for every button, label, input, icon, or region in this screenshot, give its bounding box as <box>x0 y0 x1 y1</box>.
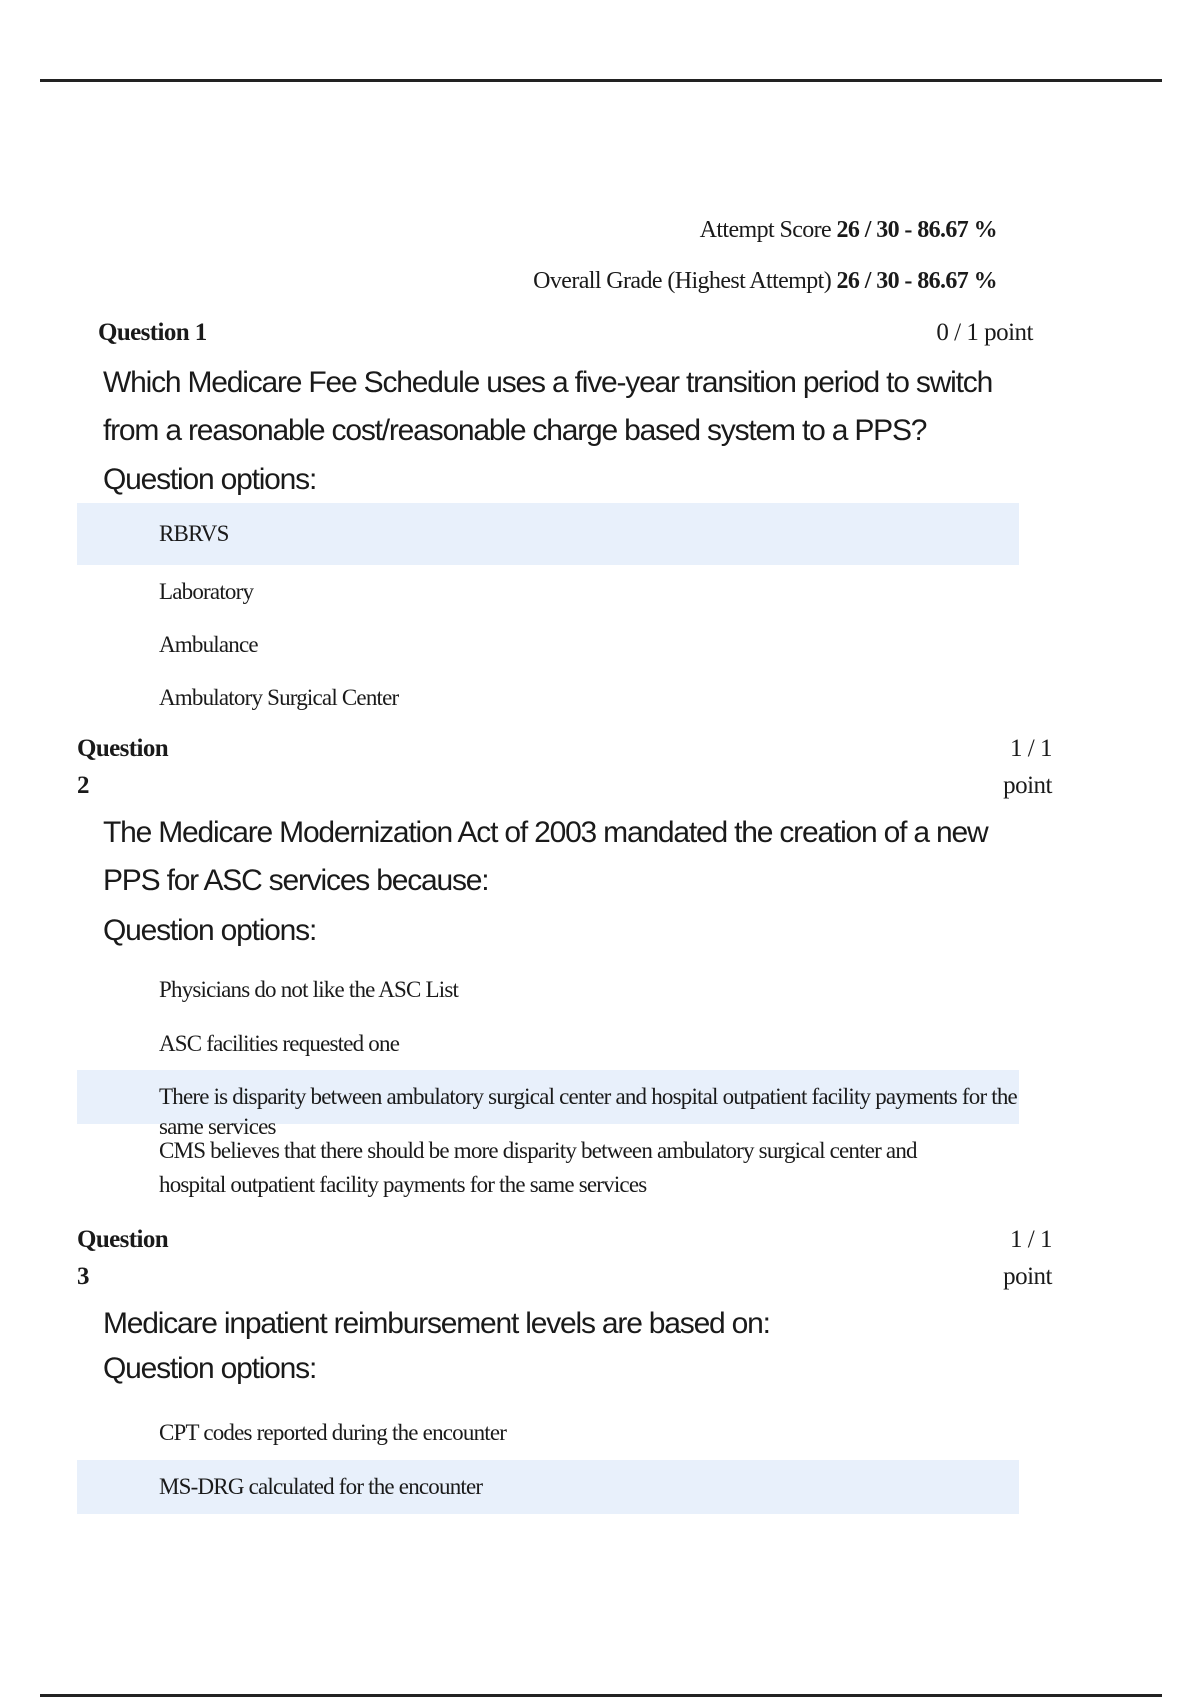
question-1-options-heading: Question options: <box>103 463 317 496</box>
overall-grade-value: 26 / 30 - 86.67 % <box>836 268 997 294</box>
question-2-option-3[interactable]: There is disparity between ambulatory surgical center and hospital outpatient facility payments for the same services <box>77 1070 1019 1124</box>
question-3-points <box>1003 1221 1052 1295</box>
question-3-text: Medicare inpatient reimbursement levels are based on: <box>103 1307 770 1340</box>
overall-grade <box>533 268 997 295</box>
question-2-option-2[interactable]: ASC facilities requested one <box>159 1031 400 1056</box>
question-2-points <box>1003 730 1052 804</box>
question-3-options-heading: Question options: <box>103 1352 317 1385</box>
attempt-score-value: 26 / 30 - 86.67 % <box>836 217 997 243</box>
question-3-number: 3 <box>77 1263 90 1290</box>
question-3-points-value: 1 / 1 <box>1010 1226 1052 1253</box>
bottom-divider <box>40 1694 1162 1697</box>
question-1-option-3[interactable]: Ambulance <box>159 632 258 657</box>
top-divider <box>40 79 1162 82</box>
question-2-text: The Medicare Modernization Act of 2003 mandated the creation of a new PPS for ASC services because: <box>103 816 988 897</box>
question-3-points-unit: point <box>1003 1263 1052 1290</box>
question-1-option-4[interactable]: Ambulatory Surgical Center <box>159 685 399 710</box>
overall-grade-label: Overall Grade (Highest Attempt) <box>533 268 832 294</box>
question-3-option-2[interactable]: MS-DRG calculated for the encounter <box>77 1460 1019 1514</box>
question-1-points: 0 / 1 point <box>936 319 1033 346</box>
attempt-score <box>700 217 997 244</box>
question-1-option-2[interactable]: Laboratory <box>159 579 254 604</box>
question-2-label: Question <box>77 735 169 762</box>
question-2-options-heading: Question options: <box>103 914 317 947</box>
question-2-option-1[interactable]: Physicians do not like the ASC List <box>159 977 459 1002</box>
question-2-option-4[interactable]: CMS believes that there should be more disparity between ambulatory surgical center and hospital outpatient facility payments for the same services <box>159 1138 917 1197</box>
question-2-number: 2 <box>77 772 90 799</box>
question-3-option-1[interactable]: CPT codes reported during the encounter <box>159 1420 507 1445</box>
question-3-label: Question <box>77 1226 169 1253</box>
question-2-points-value: 1 / 1 <box>1010 735 1052 762</box>
question-1-label: Question 1 <box>98 319 207 346</box>
attempt-score-label: Attempt Score <box>699 217 832 243</box>
question-1-option-1[interactable]: RBRVS <box>77 503 1019 565</box>
question-1-text: Which Medicare Fee Schedule uses a five-year transition period to switch from a reasonable cost/reasonable charge based system to a PPS? <box>103 366 993 447</box>
question-2-points-unit: point <box>1003 772 1052 799</box>
